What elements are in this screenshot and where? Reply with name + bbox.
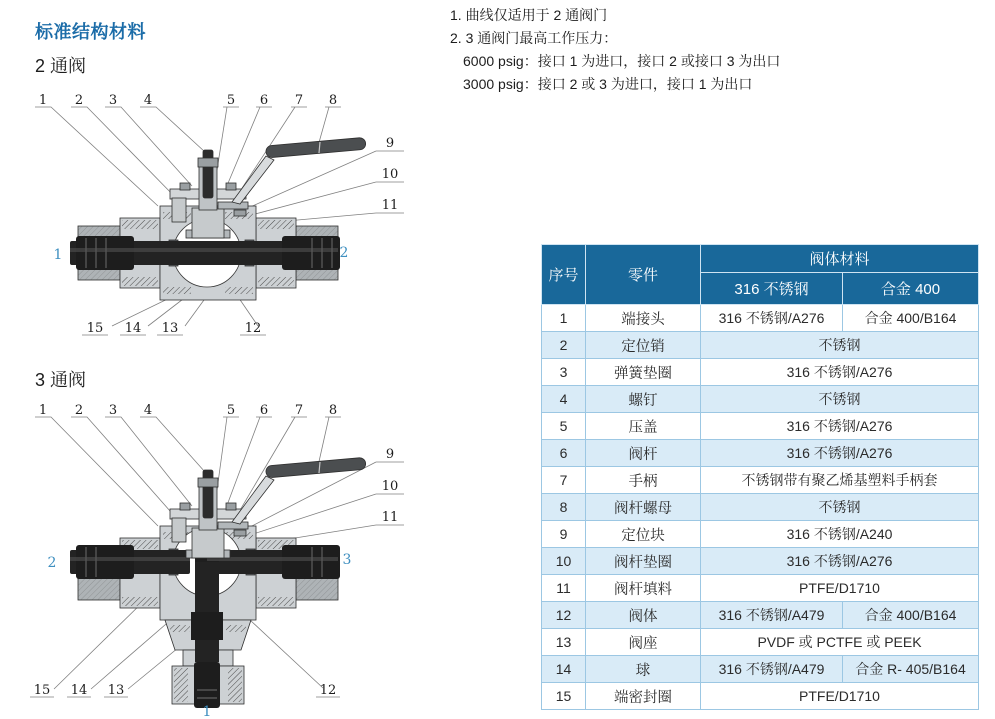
callout-label: 8 (328, 403, 338, 418)
material-cell: 合金 400/B164 (843, 305, 979, 332)
part-name-cell: 弹簧垫圈 (586, 359, 701, 386)
part-name-cell: 端密封圈 (586, 683, 701, 710)
part-name-cell: 手柄 (586, 467, 701, 494)
material-cell: 合金 400/B164 (843, 602, 979, 629)
note-line-3: 6000 psig：接口 1 为进口，接口 2 或接口 3 为出口 (463, 53, 781, 69)
material-cell: 不锈钢 (701, 386, 979, 413)
row-number-cell: 7 (542, 467, 586, 494)
row-number-cell: 6 (542, 440, 586, 467)
table-row (542, 413, 979, 440)
callout-label: 1 (38, 403, 48, 418)
material-cell: 316 不锈钢/A479 (701, 602, 843, 629)
col-header-316ss: 316 不锈钢 (701, 273, 843, 305)
valve-body-2way (70, 137, 366, 300)
part-name-cell: 阀杆 (586, 440, 701, 467)
table-row (542, 521, 979, 548)
notes-block (450, 4, 780, 96)
callout-label: 4 (143, 93, 153, 108)
callout-label: 15 (86, 321, 104, 336)
row-number-cell: 11 (542, 575, 586, 602)
material-cell: 316 不锈钢/A479 (701, 656, 843, 683)
callout-label: 8 (328, 93, 338, 108)
table-row (542, 629, 979, 656)
materials-table-body (542, 305, 979, 710)
part-name-cell: 定位块 (586, 521, 701, 548)
callout-label: 1 (38, 93, 48, 108)
material-cell: 合金 R- 405/B164 (843, 656, 979, 683)
handle (232, 457, 366, 524)
callout-label: 5 (226, 93, 236, 108)
part-name-cell: 阀杆垫圈 (586, 548, 701, 575)
col-header-body-material: 阀体材料 (701, 245, 979, 273)
material-cell: 316 不锈钢/A276 (701, 548, 979, 575)
row-number-cell: 4 (542, 386, 586, 413)
materials-table (541, 244, 979, 710)
callout-label: 12 (244, 321, 262, 336)
callout-label: 7 (294, 403, 304, 418)
table-row (542, 359, 979, 386)
callout-label: 5 (226, 403, 236, 418)
part-name-cell: 阀杆螺母 (586, 494, 701, 521)
material-cell: 316 不锈钢/A276 (701, 413, 979, 440)
col-header-no: 序号 (542, 245, 586, 305)
callout-label: 12 (319, 683, 337, 698)
callout-label: 13 (107, 683, 125, 698)
material-cell: 316 不锈钢/A276 (701, 359, 979, 386)
callout-label: 7 (294, 93, 304, 108)
table-row (542, 548, 979, 575)
callout-label: 11 (381, 510, 399, 525)
valve-diagram-2way (20, 90, 440, 340)
port-number-1: 1 (202, 704, 212, 719)
port-number-2: 2 (339, 245, 349, 261)
material-cell: PTFE/D1710 (701, 683, 979, 710)
callout-label: 13 (161, 321, 179, 336)
valve-diagram-3way (20, 400, 440, 719)
callout-label: 9 (385, 447, 395, 462)
table-row (542, 467, 979, 494)
part-name-cell: 阀体 (586, 602, 701, 629)
part-name-cell: 阀座 (586, 629, 701, 656)
col-header-part: 零件 (586, 245, 701, 305)
row-number-cell: 1 (542, 305, 586, 332)
note-line-1: 1. 曲线仅适用于 2 通阀门 (450, 7, 608, 23)
page-title: 标准结构材料 (35, 22, 146, 42)
callout-label: 2 (74, 93, 84, 108)
table-row (542, 305, 979, 332)
table-row (542, 656, 979, 683)
handle (232, 137, 366, 204)
material-cell: 不锈钢 (701, 332, 979, 359)
table-row (542, 332, 979, 359)
port-number-1: 1 (53, 247, 63, 263)
material-cell: 316 不锈钢/A276 (701, 440, 979, 467)
row-number-cell: 9 (542, 521, 586, 548)
callout-label: 6 (259, 403, 269, 418)
table-row (542, 386, 979, 413)
table-row (542, 494, 979, 521)
part-name-cell: 阀杆填料 (586, 575, 701, 602)
material-cell: 不锈钢带有聚乙烯基塑料手柄套 (701, 467, 979, 494)
callout-label: 10 (381, 167, 399, 182)
row-number-cell: 12 (542, 602, 586, 629)
port-number-3: 3 (342, 552, 352, 568)
row-number-cell: 3 (542, 359, 586, 386)
callout-label: 3 (108, 93, 118, 108)
col-header-alloy400: 合金 400 (843, 273, 979, 305)
material-cell: PTFE/D1710 (701, 575, 979, 602)
callout-label: 2 (74, 403, 84, 418)
part-name-cell: 定位销 (586, 332, 701, 359)
callout-label: 3 (108, 403, 118, 418)
section-title-3way: 3 通阀 (35, 370, 87, 390)
row-number-cell: 8 (542, 494, 586, 521)
table-row (542, 683, 979, 710)
row-number-cell: 2 (542, 332, 586, 359)
port-number-2: 2 (47, 555, 57, 571)
note-line-4: 3000 psig：接口 2 或 3 为进口，接口 1 为出口 (463, 76, 753, 92)
material-cell: 316 不锈钢/A276 (701, 305, 843, 332)
table-row (542, 440, 979, 467)
material-cell: PVDF 或 PCTFE 或 PEEK (701, 629, 979, 656)
part-name-cell: 端接头 (586, 305, 701, 332)
callout-label: 14 (70, 683, 88, 698)
table-row (542, 575, 979, 602)
row-number-cell: 13 (542, 629, 586, 656)
valve-body-3way (70, 457, 366, 708)
callout-label: 9 (385, 136, 395, 151)
material-cell: 不锈钢 (701, 494, 979, 521)
row-number-cell: 14 (542, 656, 586, 683)
note-line-2: 2. 3 通阀门最高工作压力： (450, 30, 618, 46)
callout-label: 10 (381, 479, 399, 494)
row-number-cell: 15 (542, 683, 586, 710)
part-name-cell: 压盖 (586, 413, 701, 440)
section-title-2way: 2 通阀 (35, 56, 87, 76)
callout-label: 14 (124, 321, 142, 336)
table-row (542, 602, 979, 629)
flow-tube (70, 236, 340, 270)
callout-label: 15 (33, 683, 51, 698)
material-cell: 316 不锈钢/A240 (701, 521, 979, 548)
row-number-cell: 5 (542, 413, 586, 440)
callout-label: 11 (381, 198, 399, 213)
callout-label: 6 (259, 93, 269, 108)
materials-table-container (541, 244, 979, 710)
part-name-cell: 螺钉 (586, 386, 701, 413)
row-number-cell: 10 (542, 548, 586, 575)
callout-label: 4 (143, 403, 153, 418)
part-name-cell: 球 (586, 656, 701, 683)
